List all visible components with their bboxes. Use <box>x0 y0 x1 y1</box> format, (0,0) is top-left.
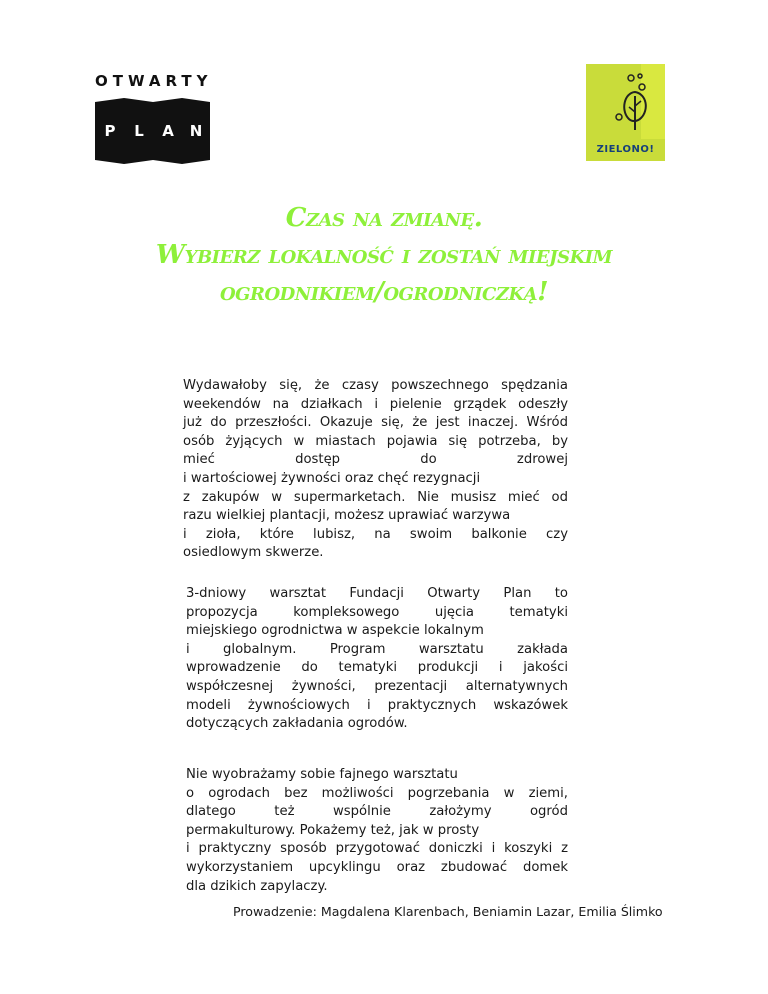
garden-paragraph <box>186 766 568 896</box>
logo-letter-blocks <box>95 98 210 164</box>
text-line: już do przeszłości. Okazuje się, że jest inaczej. Wśród <box>183 415 568 431</box>
text-line: 3-dniowy warsztat Fundacji Otwarty Plan to <box>186 586 568 601</box>
text-line: wprowadzenie do tematyki produkcji i jakości <box>186 660 568 676</box>
logo-letter-n: N <box>189 122 203 140</box>
text-line: dotyczących zakładania ogrodów. <box>186 716 408 732</box>
logo-wordmark-top: OTWARTY <box>95 72 213 90</box>
logo-letter-l: L <box>134 122 144 140</box>
text-line: dla dzikich zapylaczy. <box>186 878 328 894</box>
intro-paragraph <box>183 377 568 563</box>
logo-letter-a: A <box>162 122 174 140</box>
headline-line: Czas na zmianę. <box>285 203 483 233</box>
text-line: i praktyczny sposób przygotować doniczki i koszyki z <box>186 841 568 857</box>
text-line: razu wielkiej plantacji, możesz uprawiać warzywa <box>183 508 511 524</box>
text-line: współczesnej żywności, prezentacji alternatywnych <box>186 678 568 694</box>
text-line: z zakupów w supermarketach. Nie musisz mieć od <box>183 489 568 505</box>
headline <box>100 200 668 311</box>
tree-icon <box>604 72 654 132</box>
text-line: miejskiego ogrodnictwa w aspekcie lokalnym <box>186 623 484 639</box>
text-line: i globalnym. Program warsztatu zakłada <box>186 641 568 657</box>
text-line: Nie wyobrażamy sobie fajnego warsztatu <box>186 767 458 782</box>
text-line: modeli żywnościowych i praktycznych wskazówek <box>186 697 568 713</box>
text-line: mieć dostęp do zdrowej <box>183 452 568 468</box>
text-line: i wartościowej żywności oraz chęć rezygnacji <box>183 470 481 486</box>
text-line: propozycja kompleksowego ujęcia tematyki <box>186 604 568 620</box>
zielono-logo <box>586 64 665 161</box>
text-line: o ogrodach bez możliwości pogrzebania w ziemi, <box>186 785 568 801</box>
text-line: weekendów na działkach i pielenie grządek odeszły <box>183 396 568 412</box>
otwarty-plan-logo <box>95 72 213 164</box>
logo-letter-p: P <box>104 122 116 140</box>
text-line: permakulturowy. Pokażemy też, jak w prosty <box>186 822 480 838</box>
headline-line: ogrodnikiem/ogrodniczką! <box>219 277 549 307</box>
headline-line: Wybierz lokalność i zostań miejskim <box>155 240 613 270</box>
facilitators-line: Prowadzenie: Magdalena Klarenbach, Beniamin Lazar, Emilia Ślimko <box>233 904 663 919</box>
text-line: Wydawałoby się, że czasy powszechnego spędzania <box>183 378 568 393</box>
text-line: osób żyjących w miastach pojawia się potrzeba, by <box>183 433 568 449</box>
workshop-paragraph <box>186 585 568 734</box>
text-line: osiedlowym skwerze. <box>183 545 324 561</box>
text-line: wykorzystaniem upcyklingu oraz zbudować domek <box>186 859 568 875</box>
zielono-label: ZIELONO! <box>596 144 655 155</box>
text-line: i zioła, które lubisz, na swoim balkonie czy <box>183 526 568 542</box>
text-line: dlatego też wspólnie założymy ogród <box>186 804 568 820</box>
